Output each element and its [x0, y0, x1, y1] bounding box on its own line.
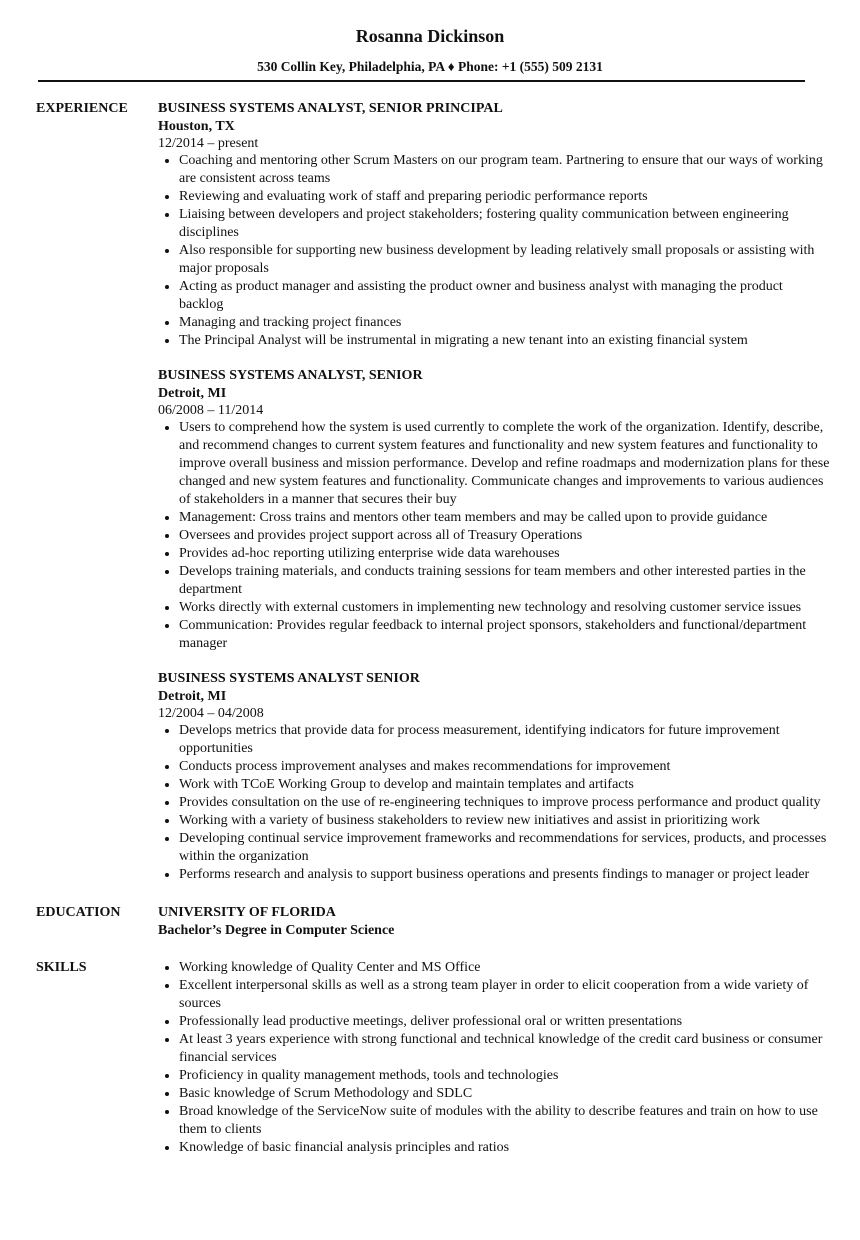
candidate-name: Rosanna Dickinson — [355, 26, 505, 46]
job-location: Houston, TX — [158, 119, 235, 134]
skills-body — [158, 959, 830, 1157]
job-entry-1 — [158, 100, 830, 350]
job-bullets — [158, 722, 830, 884]
bullet-item: • Provides ad-hoc reporting utilizing enterprise wide data warehouses — [179, 545, 830, 563]
job-location: Detroit, MI — [158, 386, 227, 401]
bullet-item: • Provides consultation on the use of re-engineering techniques to improve process performance and product quality — [179, 794, 830, 812]
bullet-item: • Coaching and mentoring other Scrum Masters on our program team. Partnering to ensure that our ways of working are consistent across teams — [179, 152, 830, 188]
contact-line: 530 Collin Key, Philadelphia, PA ♦ Phone: +1 (555) 509 2131 — [257, 59, 603, 74]
bullet-item: • Communication: Provides regular feedback to internal project sponsors, stakeholders and functional/department manager — [179, 617, 830, 653]
school-name: UNIVERSITY OF FLORIDA — [158, 905, 336, 920]
header-divider — [38, 80, 805, 82]
bullet-item: • Performs research and analysis to support business operations and presents findings to manager or project leader — [179, 866, 830, 884]
skills-label: SKILLS — [36, 960, 87, 975]
bullet-item: • Also responsible for supporting new business development by leading relatively small proposals or assisting with major proposals — [179, 242, 830, 278]
skill-item: • Professionally lead productive meetings, deliver professional oral or written presentations — [179, 1013, 830, 1031]
job-dates: 06/2008 – 11/2014 — [158, 403, 264, 418]
bullet-item: • Oversees and provides project support across all of Treasury Operations — [179, 527, 830, 545]
skills-section — [36, 959, 830, 1157]
experience-section — [36, 100, 830, 884]
skill-item: • Excellent interpersonal skills as well as a strong team player in order to elicit cooperation from a wide variety of sources — [179, 977, 830, 1013]
skill-item: • At least 3 years experience with strong functional and technical knowledge of the credit card business or consumer financial services — [179, 1031, 830, 1067]
job-entry-2 — [158, 367, 830, 653]
education-label: EDUCATION — [36, 905, 121, 920]
bullet-item: • Work with TCoE Working Group to develop and maintain templates and artifacts — [179, 776, 830, 794]
education-section — [36, 904, 830, 939]
skills-list — [158, 959, 830, 1157]
job-title: BUSINESS SYSTEMS ANALYST SENIOR — [158, 671, 420, 686]
skill-item: • Broad knowledge of the ServiceNow suite of modules with the ability to describe features and train on how to use them to clients — [179, 1103, 830, 1139]
bullet-item: • Conducts process improvement analyses and makes recommendations for improvement — [179, 758, 830, 776]
bullet-item: • Working with a variety of business stakeholders to review new initiatives and assist in prioritizing work — [179, 812, 830, 830]
job-bullets — [158, 419, 830, 653]
bullet-item: • Develops training materials, and conducts training sessions for team members and other interested parties in the department — [179, 563, 830, 599]
bullet-item: • The Principal Analyst will be instrumental in migrating a new tenant into an existing financial system — [179, 332, 830, 350]
job-bullets — [158, 152, 830, 350]
skill-item: • Knowledge of basic financial analysis principles and ratios — [179, 1139, 830, 1157]
bullet-item: • Works directly with external customers in implementing new technology and resolving customer service issues — [179, 599, 830, 617]
bullet-item: • Users to comprehend how the system is used currently to complete the work of the organization. Identify, describe, and recommend changes to current system features and functionality and new system features and functionality to improve overall business and mission performance. Develop and refine roadmaps and modernization plans for these changed and new system features and functionality. Communicate changes and improvements to various audiences of stakeholders in a manner that secures their buy — [179, 419, 830, 509]
bullet-item: • Reviewing and evaluating work of staff and preparing periodic performance reports — [179, 188, 830, 206]
resume-header — [0, 0, 860, 82]
skill-item: • Basic knowledge of Scrum Methodology and SDLC — [179, 1085, 830, 1103]
job-title: BUSINESS SYSTEMS ANALYST, SENIOR PRINCIPAL — [158, 101, 503, 116]
job-title: BUSINESS SYSTEMS ANALYST, SENIOR — [158, 368, 423, 383]
bullet-item: • Developing continual service improvement frameworks and recommendations for services, products, and processes within the organization — [179, 830, 830, 866]
bullet-item: • Liaising between developers and project stakeholders; fostering quality communication between engineering disciplines — [179, 206, 830, 242]
bullet-item: • Management: Cross trains and mentors other team members and may be called upon to provide guidance — [179, 509, 830, 527]
skill-item: • Proficiency in quality management methods, tools and technologies — [179, 1067, 830, 1085]
experience-label: EXPERIENCE — [36, 101, 128, 116]
degree: Bachelor’s Degree in Computer Science — [158, 923, 395, 938]
job-location: Detroit, MI — [158, 689, 227, 704]
experience-body — [158, 100, 830, 884]
job-entry-3 — [158, 670, 830, 884]
bullet-item: • Managing and tracking project finances — [179, 314, 830, 332]
education-body — [158, 904, 830, 939]
job-dates: 12/2014 – present — [158, 136, 259, 151]
job-dates: 12/2004 – 04/2008 — [158, 706, 264, 721]
bullet-item: • Develops metrics that provide data for process measurement, identifying indicators for future improvement opportunities — [179, 722, 830, 758]
skill-item: • Working knowledge of Quality Center and MS Office — [179, 959, 830, 977]
bullet-item: • Acting as product manager and assisting the product owner and business analyst with managing the product backlog — [179, 278, 830, 314]
